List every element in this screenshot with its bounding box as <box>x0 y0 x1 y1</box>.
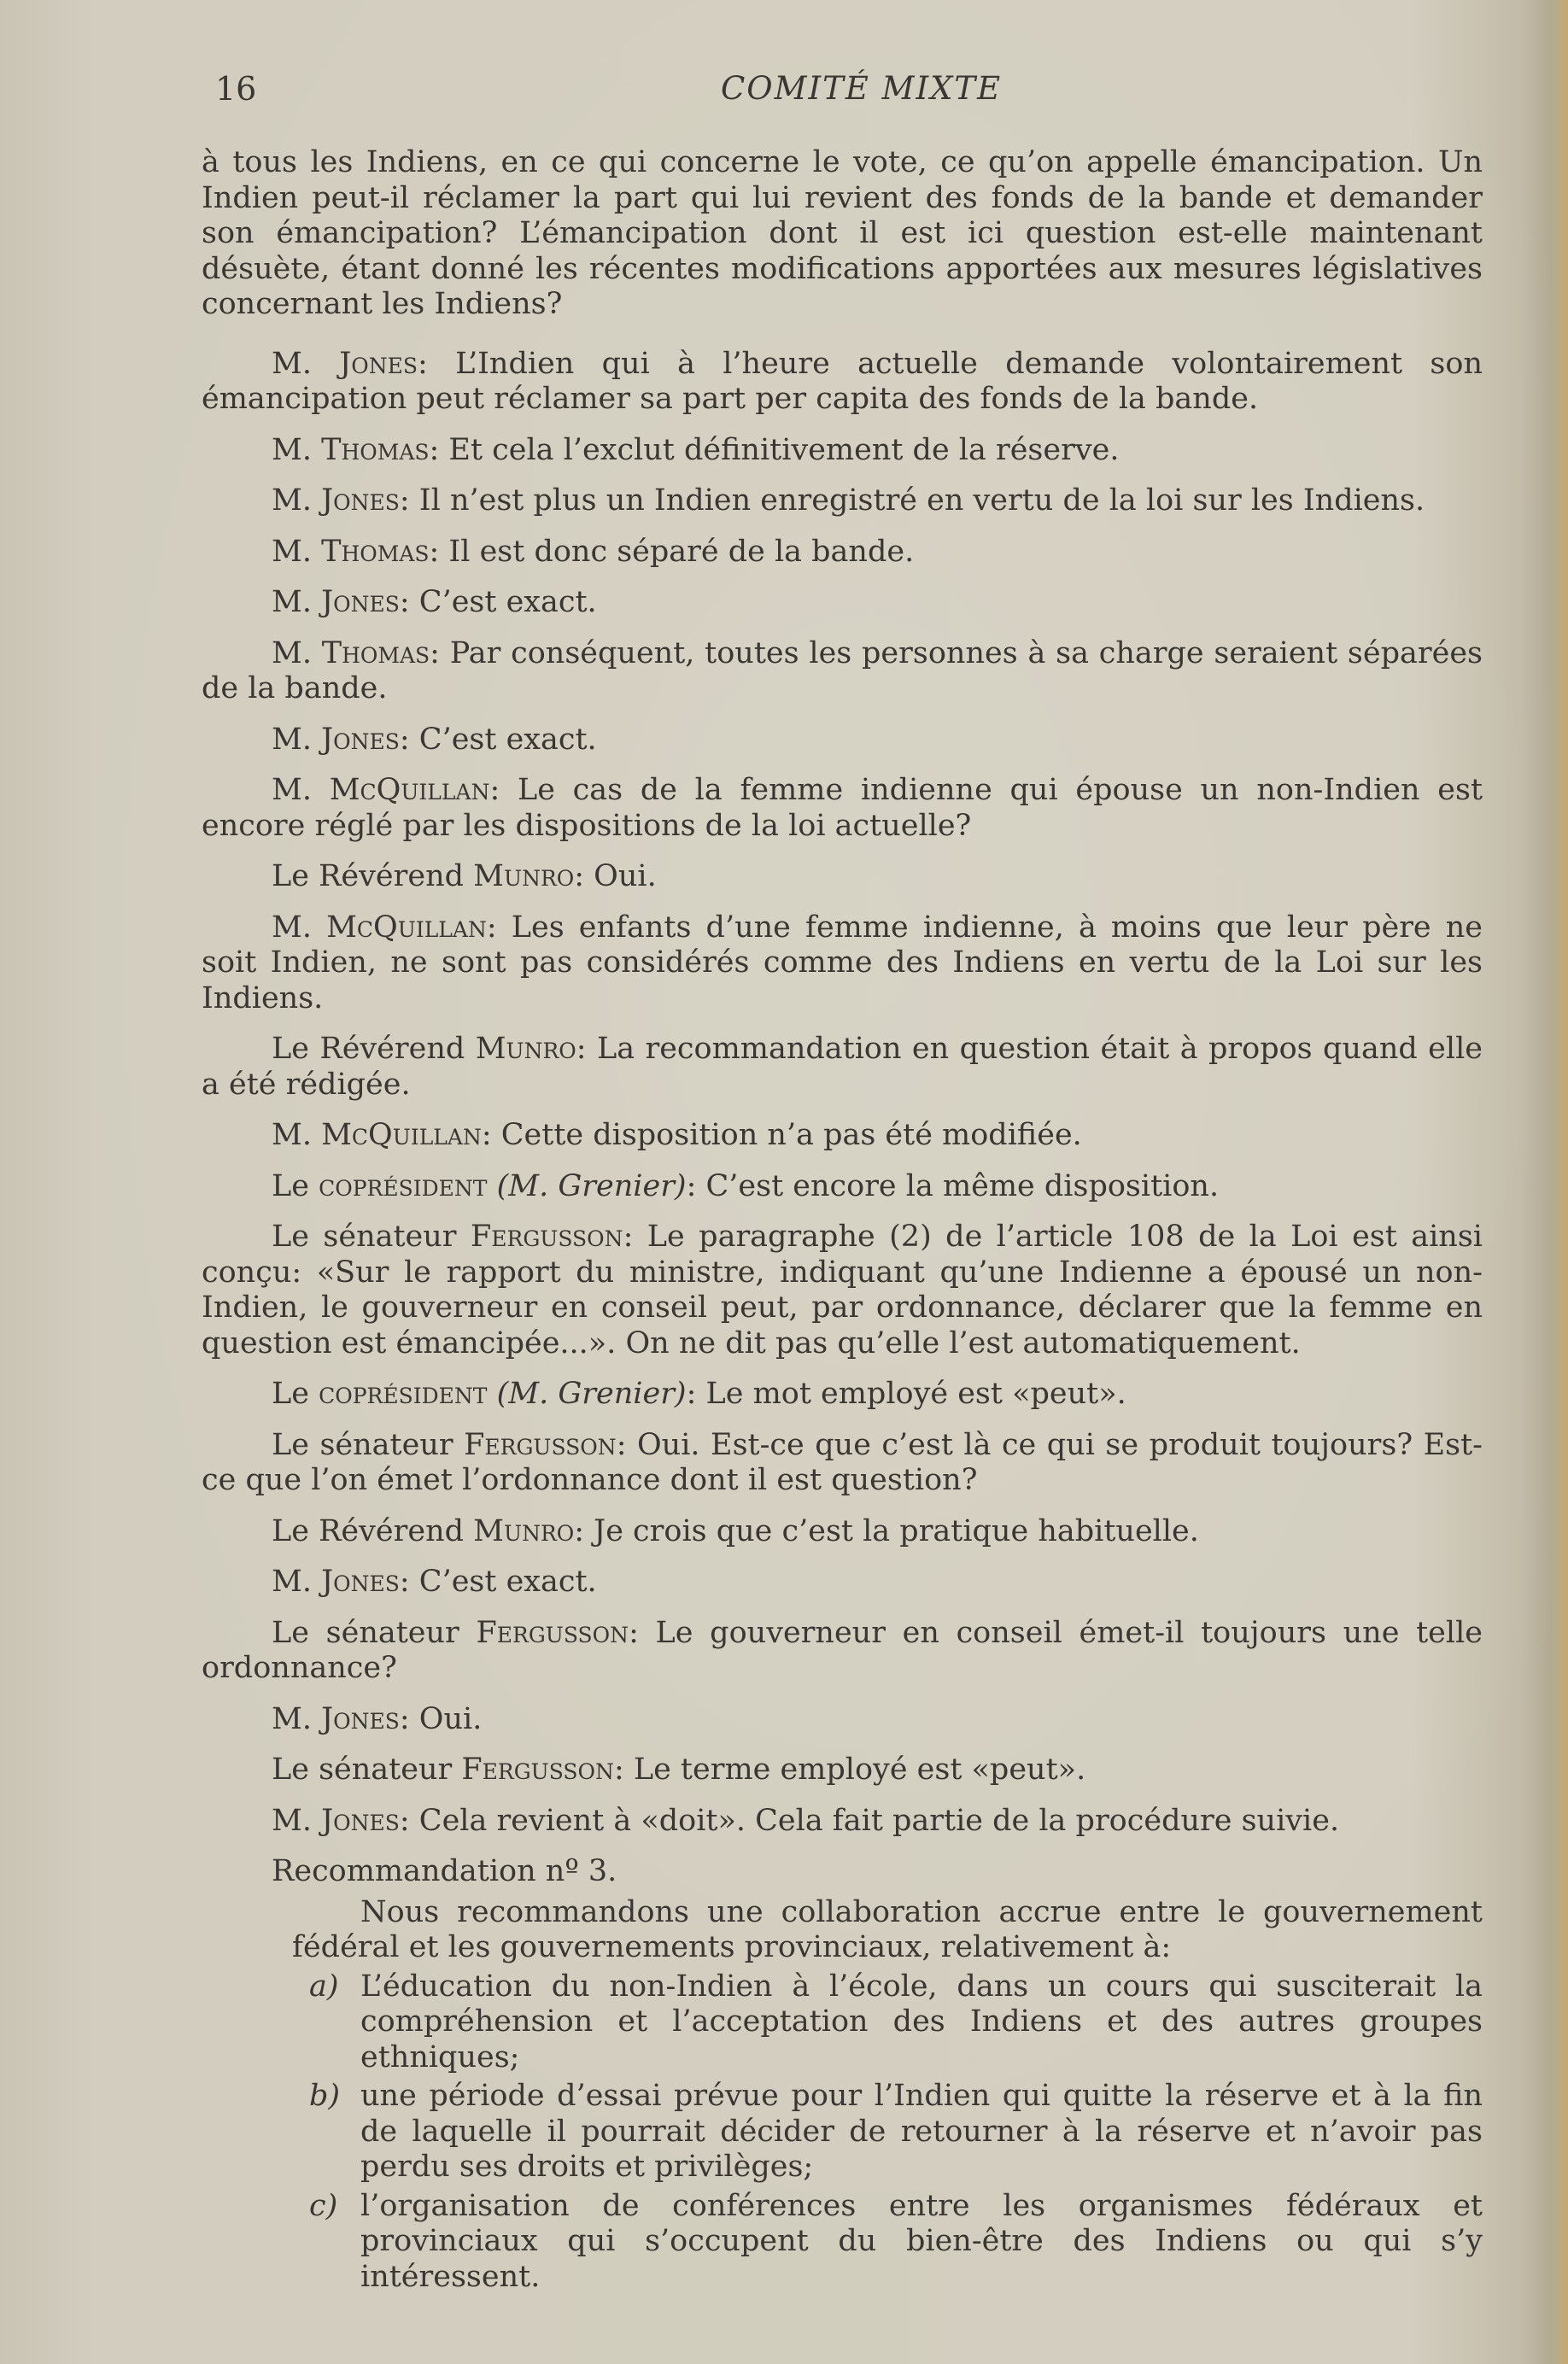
speaker-name: Thomas <box>321 635 430 670</box>
exchange-paragraph <box>202 347 1483 418</box>
item-text: L’éducation du non-Indien à l’école, dans un cours qui susciterait la compréhension et l’acceptation des Indiens et des autres groupes ethniques; <box>360 1969 1483 2074</box>
speaker-name: McQuillan <box>321 1118 482 1152</box>
exchange-paragraph <box>202 535 1483 571</box>
recommendation-item <box>292 2189 1483 2296</box>
speech-text: : Cette disposition n’a pas été modifiée. <box>481 1118 1082 1152</box>
recommendation-heading: Recommandation nº 3. <box>272 1854 617 1888</box>
speaker-title: M. <box>272 1565 322 1599</box>
speech-text: : Le mot employé est «peut». <box>686 1377 1126 1411</box>
exchange-paragraph <box>202 910 1483 1017</box>
speaker-name: Jones <box>321 483 400 518</box>
speaker-title: Le Révérend <box>272 1032 476 1066</box>
speech-text: : Oui. <box>399 1701 483 1736</box>
exchange-paragraph <box>202 723 1483 758</box>
speech-text: : C’est exact. <box>399 1565 597 1599</box>
exchange-paragraph <box>202 636 1483 707</box>
speaker-name: Jones <box>321 1565 400 1599</box>
page-number: 16 <box>215 70 257 108</box>
speech-text: : Il n’est plus un Indien enregistré en vertu de la loi sur les Indiens. <box>399 483 1425 518</box>
speaker-title: M. <box>272 910 327 945</box>
exchange-paragraph <box>202 585 1483 621</box>
speaker-title: M. <box>272 635 322 670</box>
speech-text: : Je crois que c’est la pratique habituelle. <box>574 1513 1199 1548</box>
exchange-list <box>202 347 1483 1840</box>
speaker-name: Fergusson <box>470 1220 623 1254</box>
speaker-name: Munro <box>475 1032 576 1066</box>
exchange-paragraph <box>202 1702 1483 1738</box>
speaker-name: Jones <box>321 1701 400 1736</box>
item-text: l’organisation de conférences entre les organismes fédéraux et provinciaux qui s’occupent du bien-être des Indiens ou qui s’y intéressent. <box>360 2188 1483 2294</box>
speaker-title: M. <box>272 432 322 467</box>
running-title: COMITÉ MIXTE <box>721 70 1003 107</box>
exchange-paragraph <box>202 1514 1483 1550</box>
item-text: une période d’essai prévue pour l’Indien qui quitte la réserve et à la fin de laquelle il pourrait décider de retourner à la réserve et n’avoir pas perdu ses droits et privilèges; <box>360 2079 1483 2184</box>
opening-paragraph: à tous les Indiens, en ce qui concerne le vote, ce qu’on appelle émancipation. Un Indien peut-il réclamer la part qui lui revient des fonds de la bande et demander son émancipation? L’émancipation dont il est ici question est-elle maintenant désuète, étant donné les récentes modifications apportées aux mesures législatives concernant les Indiens? <box>202 145 1483 321</box>
speaker-name: Jones <box>321 585 400 619</box>
speaker-title: Le Révérend <box>272 1513 474 1548</box>
speech-text: : La recommandation en question était à propos quand elle a été rédigée. <box>202 1032 1483 1102</box>
speech-text: : C’est encore la même disposition. <box>686 1168 1220 1203</box>
speaker-title: M. <box>272 483 322 518</box>
exchange-paragraph <box>202 859 1483 895</box>
speech-text: : Il est donc séparé de la bande. <box>429 534 915 569</box>
speaker-title: Le <box>272 1377 319 1411</box>
exchange-paragraph <box>202 1220 1483 1361</box>
exchange-paragraph <box>202 1753 1483 1788</box>
exchange-paragraph <box>202 1616 1483 1687</box>
speaker-name: McQuillan <box>329 773 490 807</box>
speaker-title: Le <box>272 1168 319 1203</box>
exchange-paragraph <box>202 483 1483 519</box>
speaker-name: Munro <box>473 1513 575 1548</box>
speaker-title: Le sénateur <box>272 1753 462 1787</box>
speaker-title: Le sénateur <box>272 1427 465 1462</box>
speaker-name: Fergusson <box>464 1427 617 1462</box>
speaker-title: M. <box>272 1118 322 1152</box>
speaker-title: M. <box>272 534 322 569</box>
speech-text: : Les enfants d’une femme indienne, à moins que leur père ne soit Indien, ne sont pas considérés comme des Indiens en vertu de la Loi sur les Indiens. <box>202 910 1483 1015</box>
speaker-name: Jones <box>339 346 418 381</box>
speaker-name: Jones <box>321 1803 400 1838</box>
speaker-title: M. <box>272 346 340 381</box>
speaker-title: Le Révérend <box>272 859 474 893</box>
speaker-title: Le sénateur <box>272 1220 471 1254</box>
speaker-name: Fergusson <box>476 1615 629 1650</box>
speaker-name: Thomas <box>321 534 430 569</box>
speaker-name: Munro <box>473 859 575 893</box>
speech-text: : Oui. <box>574 859 657 893</box>
speaker-title: M. <box>272 773 330 807</box>
item-label: b) <box>309 2079 341 2113</box>
speech-text: : Le paragraphe (2) de l’article 108 de la Loi est ainsi conçu: «Sur le rapport du ministre, indiquant qu’une Indienne a épousé un non-Indien, le gouverneur en conseil peut, par ordonnance, déclarer que la femme en question est émancipée...». On ne dit pas qu’elle l’est automatiquement. <box>202 1220 1483 1360</box>
speech-text: : C’est exact. <box>399 722 597 757</box>
speaker-qualifier: (M. Grenier) <box>487 1377 687 1411</box>
exchange-paragraph <box>202 433 1483 469</box>
exchange-paragraph <box>202 1428 1483 1499</box>
speaker-title: M. <box>272 1803 322 1838</box>
item-label: c) <box>309 2188 338 2223</box>
document-body <box>202 145 1483 2298</box>
exchange-paragraph <box>202 1118 1483 1154</box>
speech-text: : Oui. Est-ce que c’est là ce qui se produit toujours? Est-ce que l’on émet l’ordonnance dont il est question? <box>202 1427 1483 1497</box>
speaker-title: Le sénateur <box>272 1615 477 1650</box>
speaker-name: coprésident <box>319 1168 488 1203</box>
speech-text: : Par conséquent, toutes les personnes à sa charge seraient séparées de la bande. <box>202 635 1483 705</box>
speaker-title: M. <box>272 722 322 757</box>
exchange-paragraph <box>202 1565 1483 1600</box>
exchange-paragraph <box>202 1032 1483 1103</box>
speaker-qualifier: (M. Grenier) <box>487 1168 687 1203</box>
page-header <box>215 70 1496 121</box>
speech-text: : Cela revient à «doit». Cela fait partie de la procédure suivie. <box>399 1803 1340 1838</box>
exchange-paragraph <box>202 1804 1483 1840</box>
speaker-name: Fergusson <box>461 1753 614 1787</box>
recommendation-intro: Nous recommandons une collaboration accrue entre le gouvernement fédéral et les gouvernements provinciaux, relativement à: <box>292 1894 1483 1964</box>
speech-text: : Le gouverneur en conseil émet-il toujours une telle ordonnance? <box>202 1615 1483 1685</box>
item-label: a) <box>309 1969 339 2004</box>
speaker-name: Jones <box>321 722 400 757</box>
recommendation-item <box>292 1969 1483 2076</box>
exchange-paragraph <box>202 1169 1483 1205</box>
speaker-name: Thomas <box>321 432 430 467</box>
recommendation-item <box>292 2079 1483 2186</box>
speaker-name: McQuillan <box>326 910 487 945</box>
exchange-paragraph <box>202 773 1483 844</box>
speech-text: : Le terme employé est «peut». <box>613 1753 1086 1787</box>
speech-text: : Et cela l’exclut définitivement de la réserve. <box>429 432 1120 467</box>
recommendation-items <box>292 1969 1483 2296</box>
speech-text: : Le cas de la femme indienne qui épouse un non-Indien est encore réglé par les dispositions de la loi actuelle? <box>202 773 1483 843</box>
speech-text: : L’Indien qui à l’heure actuelle demande volontairement son émancipation peut réclamer sa part per capita des fonds de la bande. <box>202 346 1483 416</box>
speaker-name: coprésident <box>319 1377 488 1411</box>
speech-text: : C’est exact. <box>399 585 597 619</box>
exchange-paragraph <box>202 1377 1483 1413</box>
speaker-title: M. <box>272 585 322 619</box>
speaker-title: M. <box>272 1701 322 1736</box>
